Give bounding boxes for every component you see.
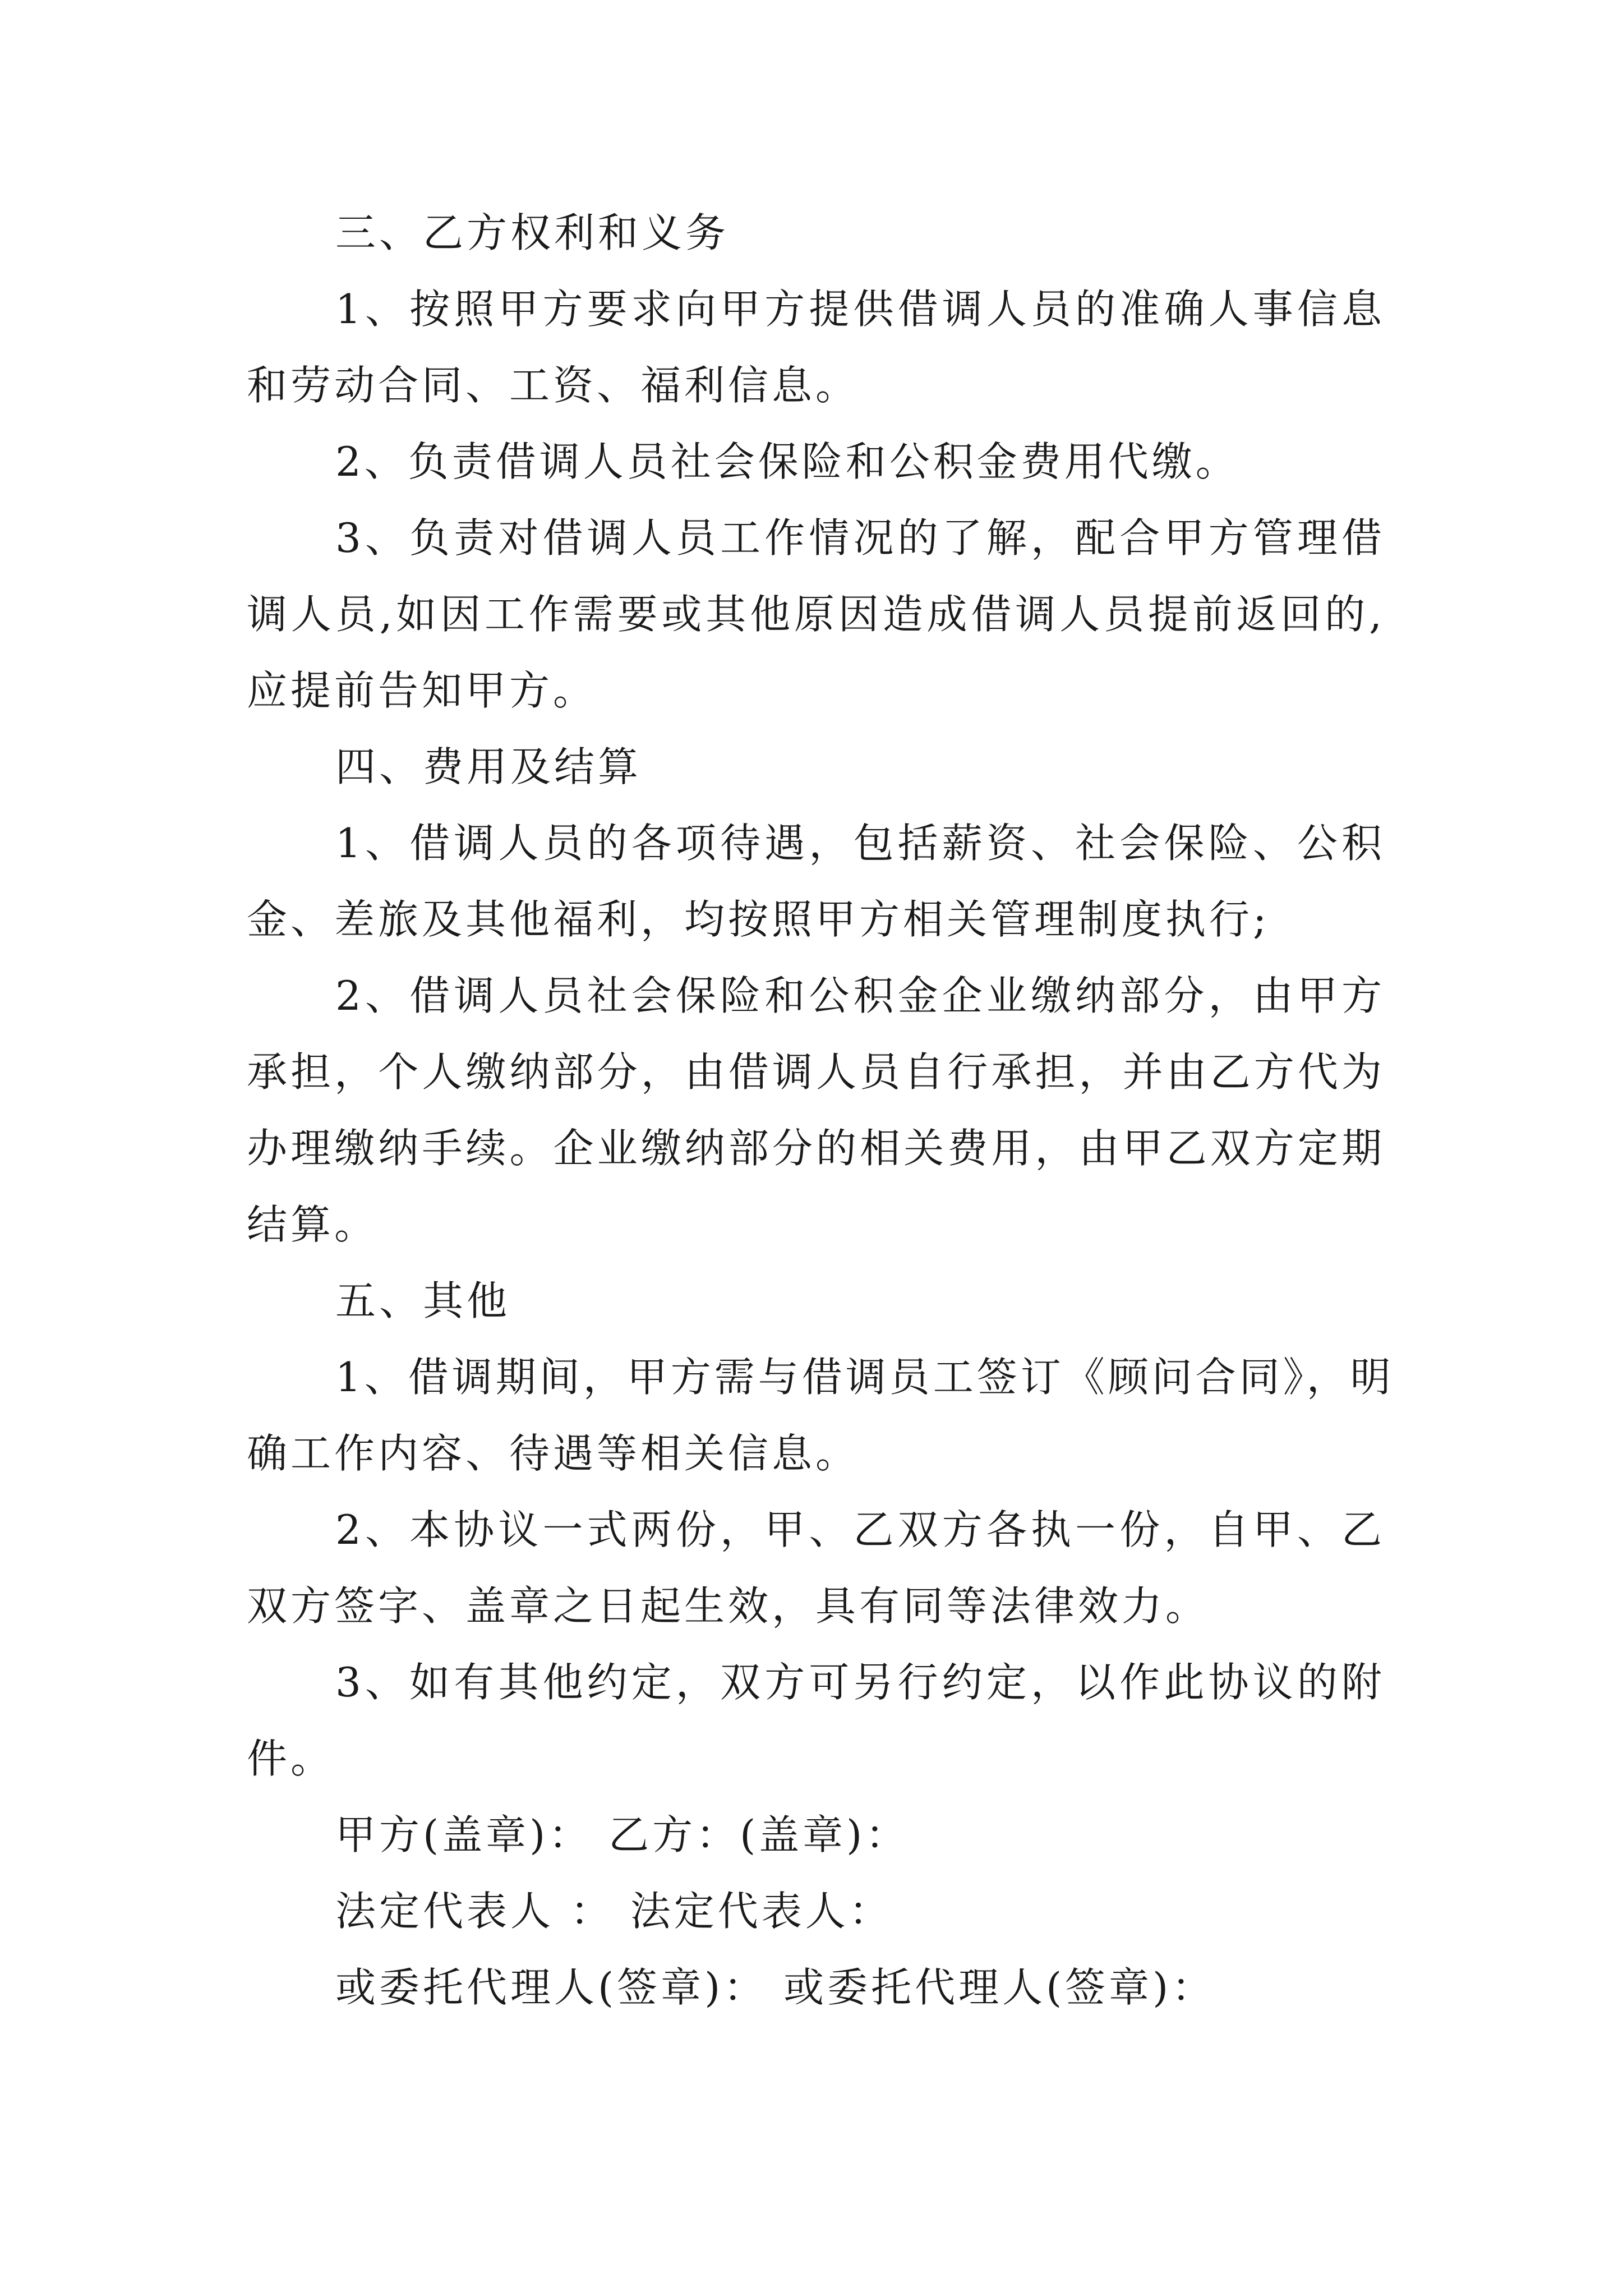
- section-heading-5: 五、其他: [335, 1277, 511, 1324]
- paragraph-line: 3、负责对借调人员工作情况的了解，配合甲方管理借: [335, 514, 1385, 562]
- paragraph-line: 1、借调期间，甲方需与借调员工签订《顾问合同》，明: [335, 1354, 1394, 1401]
- paragraph-line: 承担，个人缴纳部分，由借调人员自行承担，并由乙方代为: [247, 1048, 1385, 1096]
- paragraph-line: 金、差旅及其他福利，均按照甲方相关管理制度执行;: [247, 896, 1270, 943]
- signature-representative-line: 法定代表人 ： 法定代表人：: [335, 1888, 893, 1935]
- paragraph-line: 和劳动合同、工资、福利信息。: [247, 362, 860, 409]
- section-heading-3: 三、乙方权利和义务: [335, 209, 730, 256]
- paragraph-line: 2、本协议一式两份，甲、乙双方各执一份，自甲、乙: [335, 1506, 1385, 1553]
- paragraph-line: 应提前告知甲方。: [247, 667, 597, 714]
- paragraph-line: 双方签字、盖章之日起生效，具有同等法律效力。: [247, 1582, 1210, 1630]
- paragraph-line: 确工作内容、待遇等相关信息。: [247, 1430, 860, 1477]
- signature-party-line: 甲方(盖章)： 乙方：(盖章)：: [335, 1811, 910, 1858]
- paragraph-line: 调人员,如因工作需要或其他原因造成借调人员提前返回的,: [247, 591, 1385, 638]
- section-heading-4: 四、费用及结算: [335, 743, 642, 790]
- signature-agent-line: 或委托代理人(签章)： 或委托代理人(签章)：: [335, 1964, 1216, 2011]
- paragraph-line: 办理缴纳手续。企业缴纳部分的相关费用，由甲乙双方定期: [247, 1125, 1385, 1172]
- paragraph-line: 1、按照甲方要求向甲方提供借调人员的准确人事信息: [335, 286, 1385, 333]
- paragraph-line: 1、借调人员的各项待遇，包括薪资、社会保险、公积: [335, 820, 1385, 867]
- paragraph-line: 2、负责借调人员社会保险和公积金费用代缴。: [335, 438, 1239, 485]
- paragraph-line: 3、如有其他约定，双方可另行约定，以作此协议的附: [335, 1659, 1385, 1706]
- paragraph-line: 结算。: [247, 1201, 379, 1248]
- paragraph-line: 2、借调人员社会保险和公积金企业缴纳部分，由甲方: [335, 972, 1385, 1019]
- paragraph-line: 件。: [247, 1735, 335, 1782]
